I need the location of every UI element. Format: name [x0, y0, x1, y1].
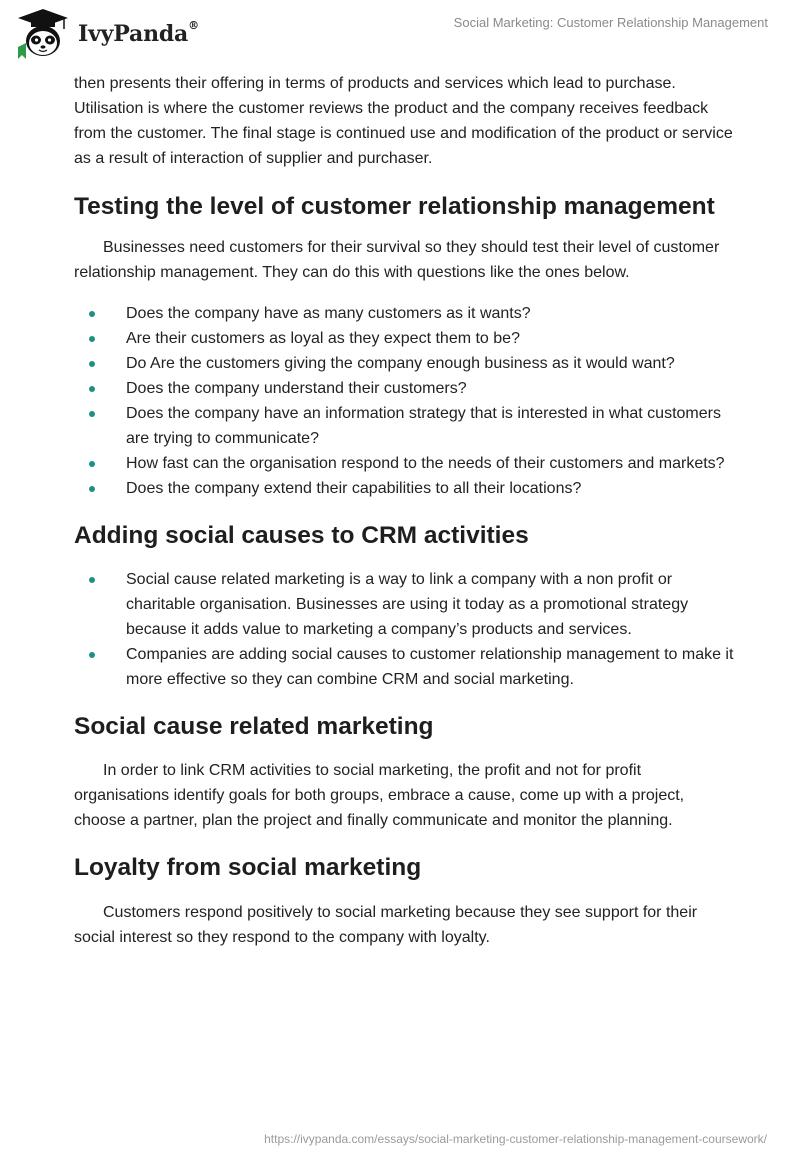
list-item-text: Are their customers as loyal as they expect them to be?	[126, 330, 520, 347]
bullet-icon	[89, 361, 95, 367]
list-item	[74, 642, 734, 692]
brand-logo[interactable]	[14, 6, 199, 62]
section-heading: Adding social causes to CRM activities	[74, 522, 529, 549]
list-item	[74, 567, 734, 642]
list-item-text: How fast can the organisation respond to the needs of their customers and markets?	[126, 455, 725, 472]
list-item	[74, 476, 734, 501]
section-heading: Social cause related marketing	[74, 713, 434, 740]
bullet-icon	[89, 652, 95, 658]
list-item-text: Does the company have as many customers as it wants?	[126, 305, 531, 322]
list-item-text: Companies are adding social causes to customer relationship management to make it more effective so they can combine CRM and social marketing.	[126, 646, 734, 688]
bullet-icon	[89, 461, 95, 467]
section-paragraph: In order to link CRM activities to social marketing, the profit and not for profit organisations identify goals for both groups, embrace a cause, come up with a project, choose a partner, plan the project and finally communicate and monitor the planning.	[74, 762, 685, 829]
source-url[interactable]: https://ivypanda.com/essays/social-marketing-customer-relationship-management-coursework/	[264, 1132, 767, 1146]
section-paragraph: Businesses need customers for their survival so they should test their level of customer relationship management. They can do this with questions like the ones below.	[74, 239, 720, 281]
section-paragraph: Customers respond positively to social marketing because they see support for their social interest so they respond to the company with loyalty.	[74, 904, 698, 946]
bullet-icon	[89, 336, 95, 342]
essay-content	[74, 71, 734, 950]
bullet-icon	[89, 311, 95, 317]
registered-mark: ®	[188, 19, 199, 32]
running-title: Social Marketing: Customer Relationship Management	[453, 15, 768, 30]
list-item	[74, 376, 734, 401]
brand-name	[78, 21, 199, 47]
list-item-text: Social cause related marketing is a way to link a company with a non profit or charitable organisation. Businesses are using it today as a promotional strategy because it adds value to marketing a company’s products and services.	[126, 571, 689, 638]
section-heading: Testing the level of customer relationship management	[74, 193, 715, 220]
list-item-text: Do Are the customers giving the company enough business as it would want?	[126, 355, 675, 372]
bullet-icon	[89, 486, 95, 492]
panda-mascot-icon	[14, 7, 72, 61]
intro-paragraph: then presents their offering in terms of products and services which lead to purchase. Utilisation is where the customer reviews the product and the company receives feedback from the customer. The final stage is continued use and modification of the product or service as a result of interaction of supplier and purchaser.	[74, 75, 733, 167]
bullet-icon	[89, 386, 95, 392]
list-item-text: Does the company have an information strategy that is interested in what customers are trying to communicate?	[126, 405, 721, 447]
list-item	[74, 401, 734, 451]
brand-text: IvyPanda	[78, 21, 189, 47]
list-item-text: Does the company understand their customers?	[126, 380, 467, 397]
section-heading: Loyalty from social marketing	[74, 854, 422, 881]
list-item	[74, 451, 734, 476]
bullet-list	[74, 567, 734, 692]
list-item	[74, 301, 734, 326]
list-item	[74, 326, 734, 351]
list-item-text: Does the company extend their capabilities to all their locations?	[126, 480, 582, 497]
bullet-list	[74, 301, 734, 501]
bullet-icon	[89, 411, 95, 417]
bullet-icon	[89, 577, 95, 583]
page-header	[0, 0, 800, 70]
list-item	[74, 351, 734, 376]
